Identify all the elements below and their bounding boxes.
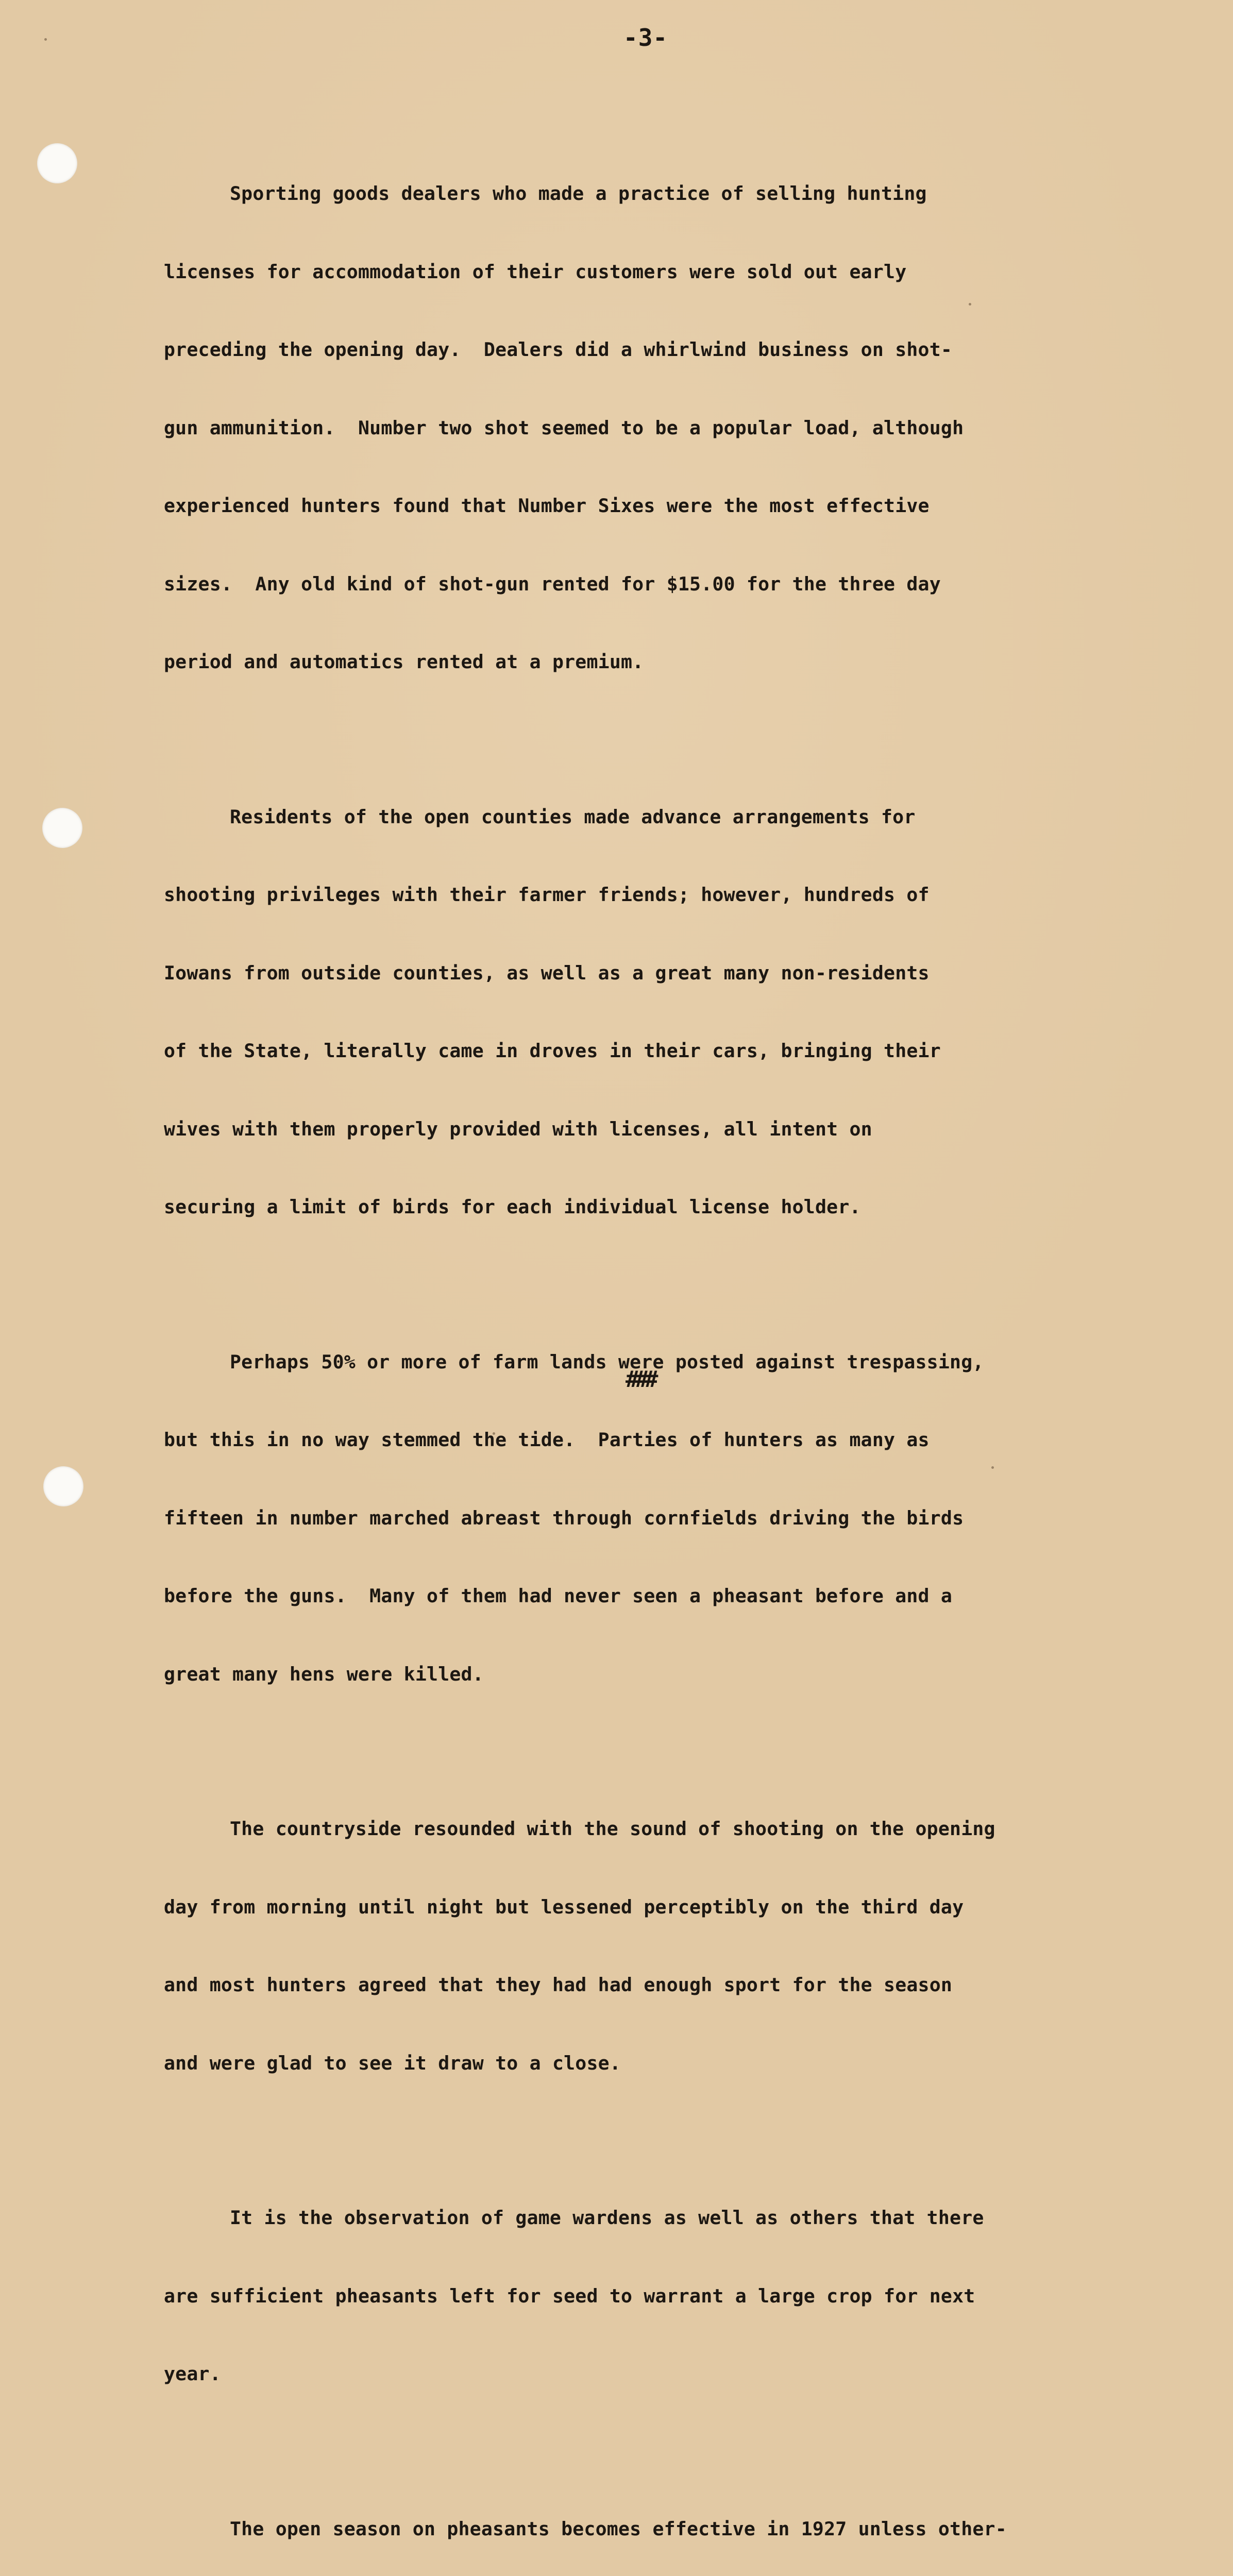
paragraph: [164, 2464, 1148, 2576]
text-line: but this in no way stemmed the tide. Parties of hunters as many as: [164, 1427, 1148, 1453]
text-line: Sporting goods dealers who made a practice of selling hunting: [164, 181, 1148, 207]
body-text: [164, 129, 1148, 2576]
text-line: gun ammunition. Number two shot seemed to be a popular load, although: [164, 415, 1148, 442]
text-line: wives with them properly provided with licenses, all intent on: [164, 1116, 1148, 1143]
text-line: preceding the opening day. Dealers did a whirlwind business on shot-: [164, 337, 1148, 363]
text-line: and most hunters agreed that they had had enough sport for the season: [164, 1972, 1148, 1998]
paragraph: [164, 752, 1148, 1273]
punch-hole: [37, 143, 77, 183]
paragraph: [164, 2153, 1148, 2439]
text-line: The countryside resounded with the sound of shooting on the opening: [164, 1816, 1148, 1842]
paragraph: [164, 1764, 1148, 2128]
text-line: year.: [164, 2361, 1148, 2387]
text-line: of the State, literally came in droves in their cars, bringing their: [164, 1038, 1148, 1064]
text-line: period and automatics rented at a premium.: [164, 649, 1148, 675]
punch-hole: [43, 1466, 83, 1506]
text-line: Perhaps 50% or more of farm lands were posted against trespassing,: [164, 1349, 1148, 1376]
text-line: securing a limit of birds for each individual license holder.: [164, 1194, 1148, 1221]
paper-speck: [44, 38, 47, 41]
text-line: The open season on pheasants becomes effective in 1927 unless other-: [164, 2516, 1148, 2543]
text-line: shooting privileges with their farmer friends; however, hundreds of: [164, 882, 1148, 908]
punch-hole: [42, 808, 82, 848]
text-line: Residents of the open counties made advance arrangements for: [164, 804, 1148, 831]
text-line: It is the observation of game wardens as well as others that there: [164, 2205, 1148, 2231]
text-line: day from morning until night but lessened perceptibly on the third day: [164, 1894, 1148, 1921]
paragraph: [164, 1297, 1148, 1740]
page-number: -3-: [623, 24, 668, 52]
text-line: Iowans from outside counties, as well as a great many non-residents: [164, 960, 1148, 987]
text-line: great many hens were killed.: [164, 1662, 1148, 1688]
text-line: sizes. Any old kind of shot-gun rented for $15.00 for the three day: [164, 571, 1148, 598]
paragraph: [164, 129, 1148, 727]
text-line: are sufficient pheasants left for seed to warrant a large crop for next: [164, 2283, 1148, 2310]
text-line: fifteen in number marched abreast through cornfields driving the birds: [164, 1505, 1148, 1532]
text-line: and were glad to see it draw to a close.: [164, 2050, 1148, 2077]
text-line: licenses for accommodation of their customers were sold out early: [164, 259, 1148, 285]
text-line: experienced hunters found that Number Sixes were the most effective: [164, 493, 1148, 519]
text-line: before the guns. Many of them had never seen a pheasant before and a: [164, 1583, 1148, 1609]
end-mark: ###: [626, 1366, 654, 1393]
